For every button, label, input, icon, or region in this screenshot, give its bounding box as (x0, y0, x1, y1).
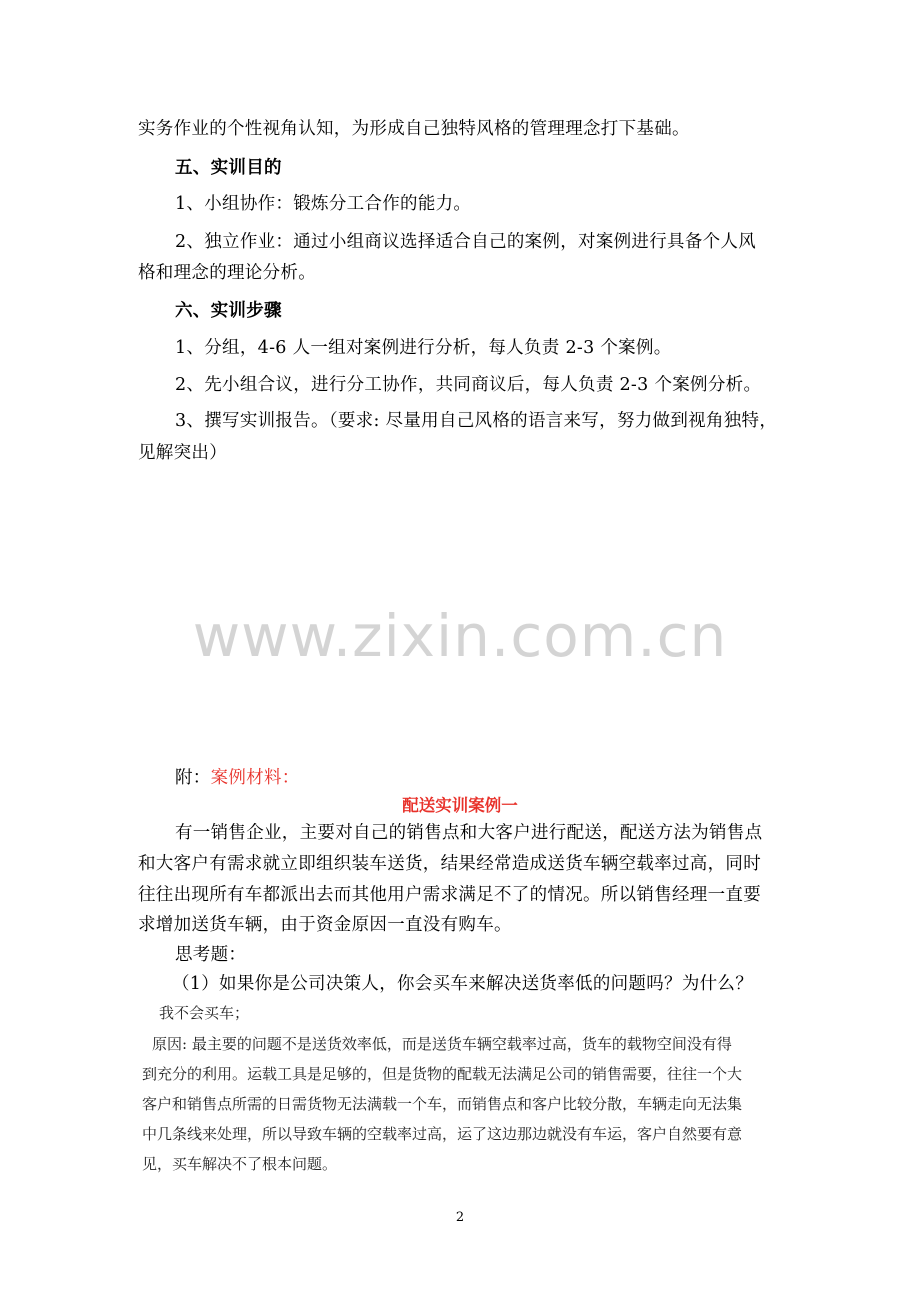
question-1: （1）如果你是公司决策人，你会买车来解决送货率低的问题吗？为什么？ (172, 974, 754, 994)
appendix-prefix: 附： (175, 768, 211, 788)
answer-1: 我不会买车； (159, 1004, 250, 1022)
page-number: 2 (455, 1210, 465, 1225)
objective-item-2: 2、独立作业：通过小组商议选择适合自己的案例，对案例进行具备个人风 (175, 232, 757, 252)
section-heading-steps: 六、实训步骤 (175, 301, 282, 321)
watermark: www.zixin.com.cn (192, 602, 728, 670)
reason-line: 见，买车解决不了根本问题。 (142, 1155, 338, 1173)
case-paragraph-line: 往往出现所有车都派出去而其他用户需求满足不了的情况。所以销售经理一直要 (138, 885, 761, 905)
step-item-2: 2、先小组合议，进行分工协作，共同商议后，每人负责 2-3 个案例分析。 (175, 375, 762, 395)
appendix-line (175, 767, 300, 789)
case-paragraph-line: 求增加送货车辆，由于资金原因一直没有购车。 (138, 915, 512, 935)
reason-line: 到充分的利用。运载工具是足够的，但是货物的配载无法满足公司的销售需要，往往一个大 (142, 1065, 743, 1083)
question-header: 思考题： (175, 945, 247, 965)
reason-line: 客户和销售点所需的日需货物无法满载一个车，而销售点和客户比较分散，车辆走向无法集 (142, 1095, 743, 1113)
case-paragraph-line: 和大客户有需求就立即组织装车送货，结果经常造成送货车辆空载率过高，同时 (138, 854, 761, 874)
case-title: 配送实训案例一 (402, 796, 518, 815)
section-heading-objectives: 五、实训目的 (175, 158, 282, 178)
step-item-3-continued: 见解突出） (138, 443, 227, 463)
appendix-label: 案例材料： (210, 768, 300, 788)
case-paragraph-line: 有一销售企业，主要对自己的销售点和大客户进行配送，配送方法为销售点 (175, 823, 763, 843)
step-item-1: 1、分组，4-6 人一组对案例进行分析，每人负责 2-3 个案例。 (175, 338, 672, 358)
paragraph-line: 实务作业的个性视角认知，为形成自己独特风格的管理理念打下基础。 (138, 119, 690, 139)
objective-item-1: 1、小组协作：锻炼分工合作的能力。 (175, 194, 472, 214)
objective-item-2-continued: 格和理念的理论分析。 (138, 263, 316, 283)
reason-line: 中几条线来处理，所以导致车辆的空载率过高，运了这边那边就没有车运，客户自然要有意 (142, 1125, 743, 1143)
reason-line: 原因: 最主要的问题不是送货效率低，而是送货车辆空载率过高，货车的载物空间没有得 (152, 1035, 732, 1053)
step-item-3: 3、撰写实训报告。（要求: 尽量用自己风格的语言来写，努力做到视角独特， (175, 411, 778, 431)
